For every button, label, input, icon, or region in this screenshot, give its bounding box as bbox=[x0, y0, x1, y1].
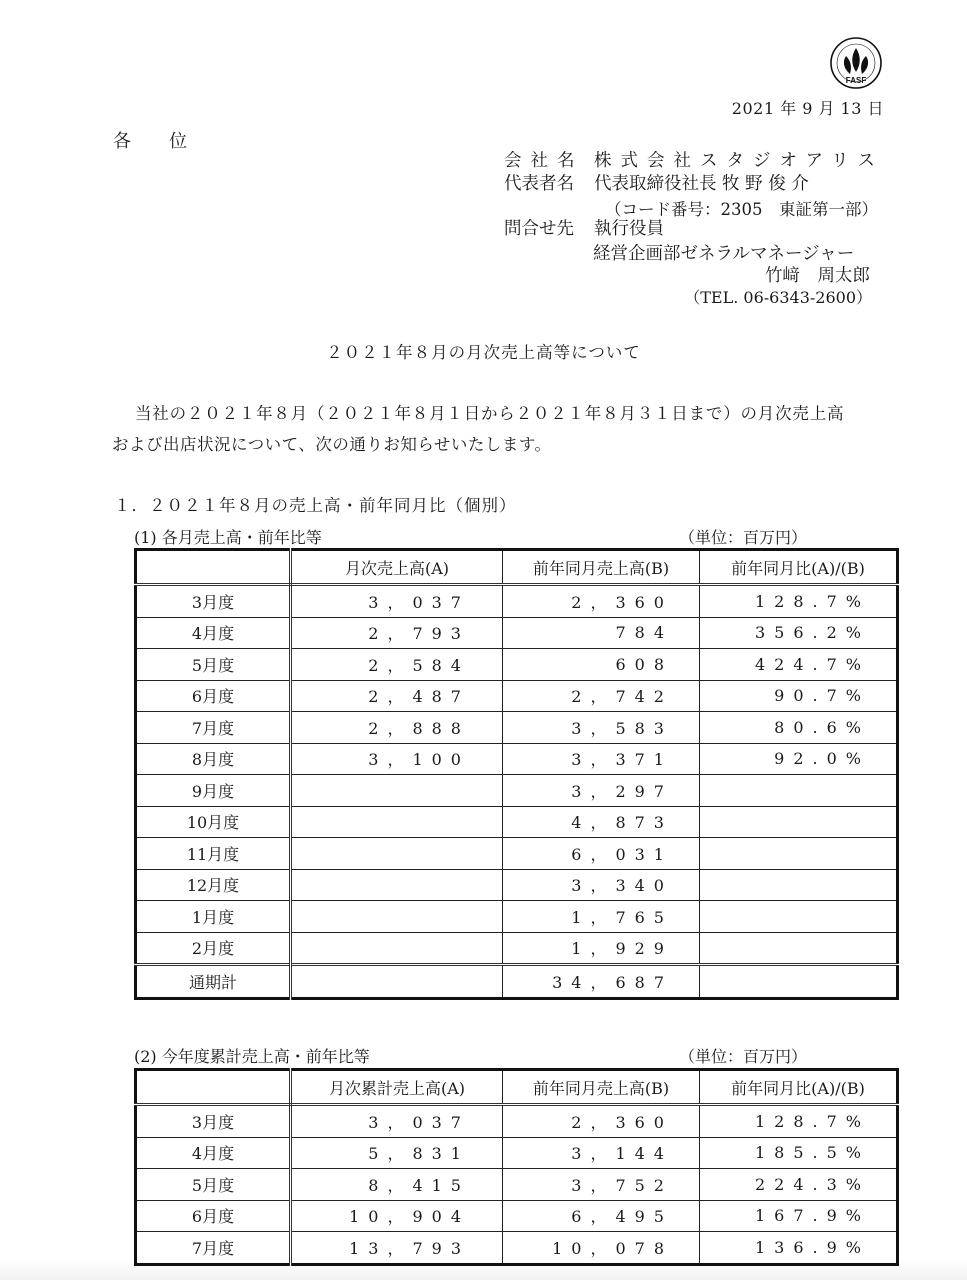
row-label: 9月度 bbox=[136, 775, 291, 807]
table-cell: 4，873 bbox=[503, 806, 700, 838]
table-cell: 5，831 bbox=[291, 1137, 503, 1169]
row-label: 2月度 bbox=[136, 932, 291, 965]
table-cell: 10，904 bbox=[291, 1200, 503, 1232]
contact-department: 経営企画部ゼネラルマネージャー bbox=[593, 244, 855, 264]
table-cell bbox=[700, 838, 898, 870]
table-cell bbox=[291, 869, 503, 901]
table-row bbox=[136, 649, 898, 681]
table-cell: 608 bbox=[503, 649, 700, 681]
table-cell bbox=[291, 806, 503, 838]
row-label: 4月度 bbox=[136, 1137, 291, 1169]
section-heading: １．２０２１年８月の売上高・前年同月比（個別） bbox=[114, 496, 517, 515]
table-cell: 2，888 bbox=[291, 712, 503, 744]
table-row bbox=[136, 1232, 898, 1265]
table-row bbox=[136, 1200, 898, 1232]
table-cell: 3，583 bbox=[503, 712, 700, 744]
table-row bbox=[136, 1105, 898, 1138]
row-label: 10月度 bbox=[136, 806, 291, 838]
table-row bbox=[136, 680, 898, 712]
row-label: 4月度 bbox=[136, 617, 291, 649]
table-cell: 128.7% bbox=[700, 1105, 898, 1138]
table-cell bbox=[700, 775, 898, 807]
row-label: 5月度 bbox=[136, 649, 291, 681]
table-row bbox=[136, 932, 898, 965]
table-cell: 8，415 bbox=[291, 1169, 503, 1201]
row-label: 6月度 bbox=[136, 680, 291, 712]
company-name-value: 株式会社スタジオアリス bbox=[594, 151, 884, 171]
table-cell: 2，742 bbox=[503, 680, 700, 712]
table2-subtitle: (2) 今年度累計売上高・前年比等 bbox=[134, 1047, 370, 1066]
table-cell bbox=[291, 965, 503, 999]
table-row bbox=[136, 1137, 898, 1169]
table1-unit: （単位：百万円） bbox=[678, 528, 807, 547]
table-cell: 13，793 bbox=[291, 1232, 503, 1265]
table-cell: 224.3% bbox=[700, 1169, 898, 1201]
table-cell: 136.9% bbox=[700, 1232, 898, 1265]
table-row bbox=[136, 712, 898, 744]
row-label: 12月度 bbox=[136, 869, 291, 901]
greeting bbox=[113, 127, 187, 153]
row-label: 7月度 bbox=[136, 712, 291, 744]
table-cell: 34，687 bbox=[503, 965, 700, 999]
table-cell: 90.7% bbox=[700, 680, 898, 712]
table-cell: 6，495 bbox=[503, 1200, 700, 1232]
fasf-logo-icon bbox=[829, 36, 883, 90]
column-header: 前年同月売上高(B) bbox=[503, 550, 700, 585]
table1-subtitle: (1) 各月売上高・前年比等 bbox=[134, 528, 322, 547]
row-label: 5月度 bbox=[136, 1169, 291, 1201]
table-cell: 2，360 bbox=[503, 1105, 700, 1138]
monthly-sales-table bbox=[134, 548, 899, 1000]
contact-title: 執行役員 bbox=[594, 219, 664, 240]
table-cell: 185.5% bbox=[700, 1137, 898, 1169]
row-label: 通期計 bbox=[136, 965, 291, 999]
column-header: 前年同月比(A)/(B) bbox=[700, 550, 898, 585]
column-header: 前年同月売上高(B) bbox=[503, 1070, 700, 1105]
contact-phone: （TEL. 06-6343-2600） bbox=[684, 288, 872, 307]
column-header: 月次累計売上高(A) bbox=[291, 1070, 503, 1105]
table-cell: 2，584 bbox=[291, 649, 503, 681]
table-cell: 92.0% bbox=[700, 743, 898, 775]
row-label: 11月度 bbox=[136, 838, 291, 870]
contact-label: 問合せ先 bbox=[504, 219, 574, 240]
document-date: 2021 年 9 月 13 日 bbox=[731, 99, 884, 118]
row-label: 7月度 bbox=[136, 1232, 291, 1265]
table-row bbox=[136, 838, 898, 870]
table-cell bbox=[700, 901, 898, 933]
table-cell: 10，078 bbox=[503, 1232, 700, 1265]
row-label: 3月度 bbox=[136, 585, 291, 618]
table-cell bbox=[700, 806, 898, 838]
table-cell: 128.7% bbox=[700, 585, 898, 618]
table-cell: 2，793 bbox=[291, 617, 503, 649]
table-cell: 3，100 bbox=[291, 743, 503, 775]
table-cell bbox=[291, 932, 503, 965]
column-header: 前年同月比(A)/(B) bbox=[700, 1070, 898, 1105]
column-header bbox=[136, 550, 291, 585]
total-row bbox=[136, 965, 898, 999]
table-cell: 167.9% bbox=[700, 1200, 898, 1232]
table-cell bbox=[700, 869, 898, 901]
table-cell bbox=[291, 901, 503, 933]
table-cell: 80.6% bbox=[700, 712, 898, 744]
table-cell: 3，752 bbox=[503, 1169, 700, 1201]
table-cell: 3，037 bbox=[291, 1105, 503, 1138]
document-title: ２０２１年８月の月次売上高等について bbox=[326, 343, 641, 362]
column-header bbox=[136, 1070, 291, 1105]
table-row bbox=[136, 869, 898, 901]
body-text-line: 当社の２０２１年８月（２０２１年８月１日から２０２１年８月３１日まで）の月次売上高 bbox=[135, 404, 845, 423]
table-cell: 3，340 bbox=[503, 869, 700, 901]
table-row bbox=[136, 743, 898, 775]
table-row bbox=[136, 585, 898, 618]
greeting-char: 各 bbox=[113, 131, 131, 152]
table-header-row bbox=[136, 550, 898, 585]
greeting-char: 位 bbox=[169, 131, 187, 152]
table-cell: 2，360 bbox=[503, 585, 700, 618]
table-cell: 424.7% bbox=[700, 649, 898, 681]
svg-text:FASF: FASF bbox=[845, 76, 867, 85]
row-label: 6月度 bbox=[136, 1200, 291, 1232]
stock-code: （コード番号：2305 東証第一部） bbox=[605, 200, 878, 219]
table-cell: 1，765 bbox=[503, 901, 700, 933]
row-label: 3月度 bbox=[136, 1105, 291, 1138]
table-cell: 3，371 bbox=[503, 743, 700, 775]
table-cell bbox=[700, 932, 898, 965]
cumulative-sales-table bbox=[134, 1068, 899, 1266]
table-cell: 784 bbox=[503, 617, 700, 649]
table2-unit: （単位：百万円） bbox=[678, 1047, 807, 1066]
company-name-label: 会社名 bbox=[504, 151, 584, 171]
table-cell: 356.2% bbox=[700, 617, 898, 649]
table-row bbox=[136, 775, 898, 807]
table-row bbox=[136, 806, 898, 838]
column-header: 月次売上高(A) bbox=[291, 550, 503, 585]
table-cell bbox=[291, 838, 503, 870]
table-cell: 2，487 bbox=[291, 680, 503, 712]
table-cell: 3，144 bbox=[503, 1137, 700, 1169]
table-row bbox=[136, 901, 898, 933]
representative-value: 代表取締役社長 牧 野 俊 介 bbox=[594, 173, 809, 194]
table-header-row bbox=[136, 1070, 898, 1105]
table-cell: 3，037 bbox=[291, 585, 503, 618]
table-cell bbox=[700, 965, 898, 999]
table-row bbox=[136, 1169, 898, 1201]
table-cell bbox=[291, 775, 503, 807]
table-cell: 6，031 bbox=[503, 838, 700, 870]
representative-label: 代表者名 bbox=[504, 173, 574, 194]
contact-name: 竹﨑 周太郎 bbox=[765, 266, 870, 286]
table-cell: 1，929 bbox=[503, 932, 700, 965]
row-label: 1月度 bbox=[136, 901, 291, 933]
body-text-line: および出店状況について、次の通りお知らせいたします。 bbox=[112, 435, 552, 454]
table-cell: 3，297 bbox=[503, 775, 700, 807]
table-row bbox=[136, 617, 898, 649]
row-label: 8月度 bbox=[136, 743, 291, 775]
